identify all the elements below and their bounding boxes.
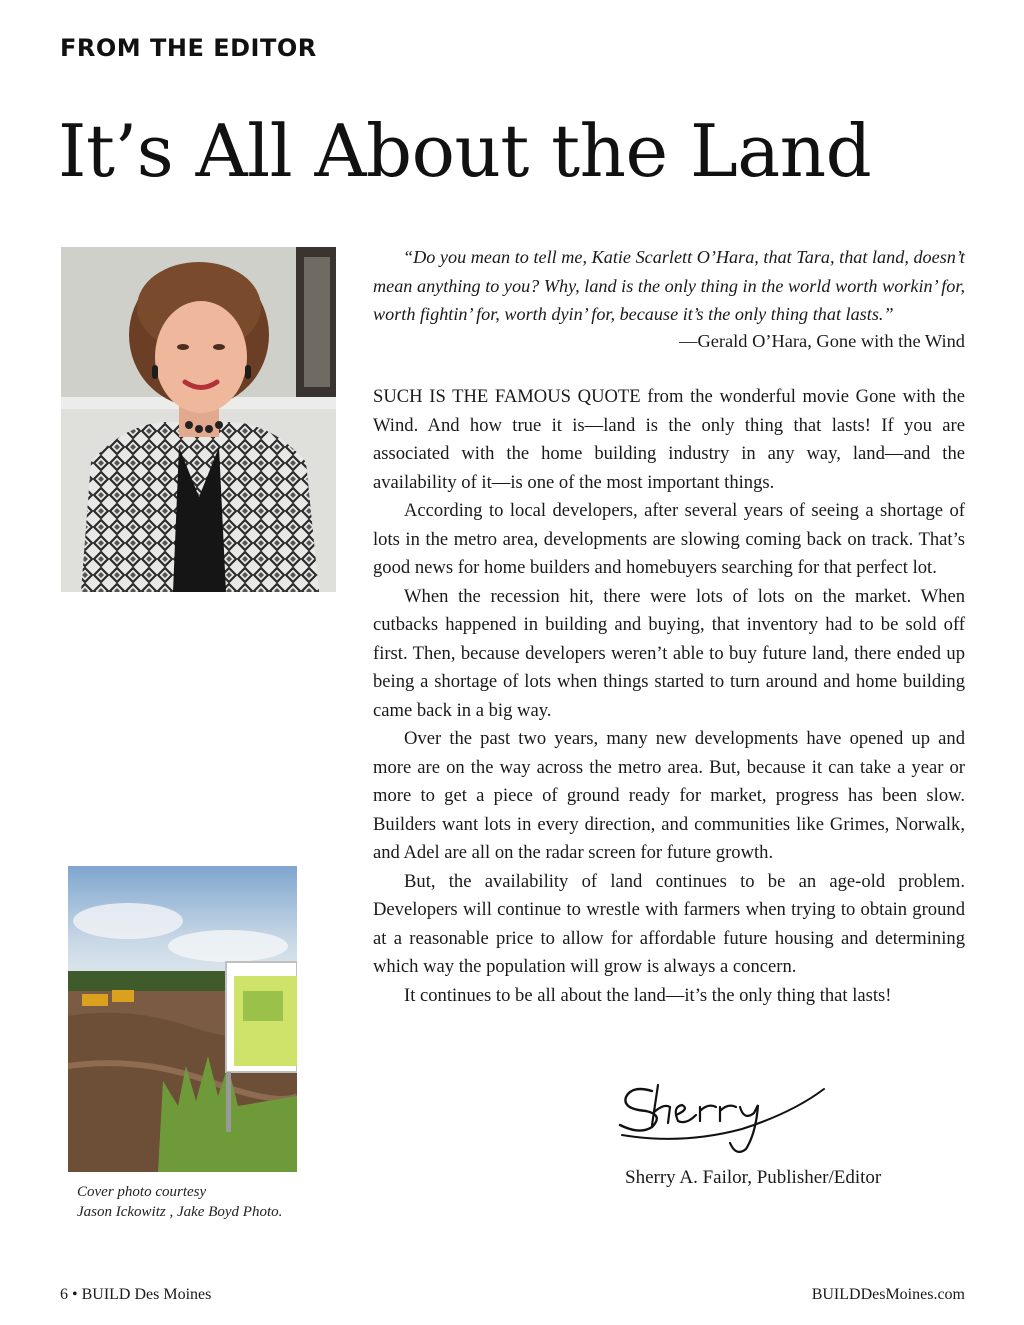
epigraph-attribution: —Gerald O’Hara, Gone with the Wind	[679, 331, 965, 351]
cover-photo	[68, 866, 297, 1172]
article-paragraph: Over the past two years, many new developments have opened up and more are on the way across the metro area. But, because it can take a year or more to get a piece of ground ready for market, progress has been slow. Builders want lots in every direction, and communities like Grimes, Norwalk, and Adel are all on the radar screen for future growth.	[373, 728, 965, 863]
section-label: FROM THE EDITOR	[60, 34, 317, 62]
article-paragraph: It continues to be all about the land—it’s the only thing that lasts!	[404, 984, 892, 1006]
page-footer-website: BUILDDesMoines.com	[811, 1286, 965, 1303]
article-paragraph: According to local developers, after several years of seeing a shortage of lots in the metro area, developments are slowing coming back on track. That’s good news for home builders and homebuyers searching for that perfect lot.	[373, 500, 965, 578]
handwritten-signature	[612, 1073, 832, 1158]
page-footer-folio: 6 • BUILD Des Moines	[60, 1286, 212, 1303]
caption-line: Jason Ickowitz , Jake Boyd Photo.	[77, 1204, 283, 1220]
page-title: It’s All About the Land	[58, 109, 872, 193]
article-paragraph: When the recession hit, there were lots of lots on the market. When cutbacks happened in building and buying, that inventory had to be sold off first. Then, because developers weren’t able to buy future land, there ended up being a shortage of lots when things started to turn around and home building came back in a big way.	[373, 585, 965, 721]
editor-portrait-photo	[61, 247, 336, 592]
caption-line: Cover photo courtesy	[77, 1184, 207, 1200]
article-body	[373, 383, 965, 1010]
article-paragraph: SUCH IS THE FAMOUS QUOTE from the wonderful movie Gone with the Wind. And how true it is—land is the only thing that lasts! If you are associated with the home building industry in any way, land—and the availability of it—is one of the most important things.	[373, 386, 965, 493]
cover-photo-caption	[77, 1182, 317, 1222]
epigraph-quote: “Do you mean to tell me, Katie Scarlett O’Hara, that Tara, that land, doesn’t mean anything to you? Why, land is the only thing in the world worth workin’ for, worth fightin’ for, worth dyin’ for, because it’s the only thing that lasts.”	[373, 247, 965, 324]
signer-name: Sherry A. Failor, Publisher/Editor	[625, 1167, 882, 1188]
article-paragraph: But, the availability of land continues to be an age-old problem. Developers will continue to wrestle with farmers when trying to obtain ground at a reasonable price to allow for affordable future housing and determining which way the population will grow is always a concern.	[373, 870, 965, 977]
